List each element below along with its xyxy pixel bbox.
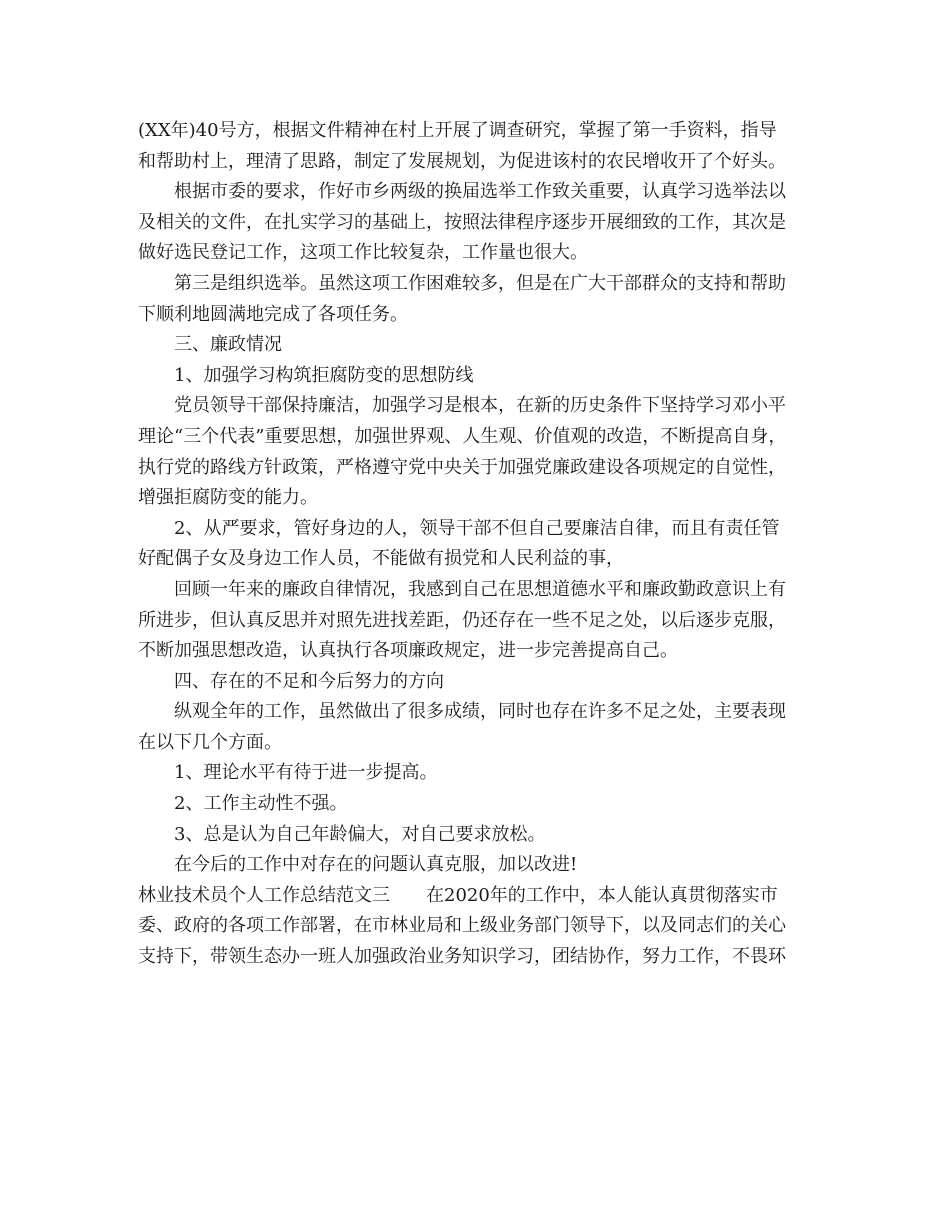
text-line: 不断加强思想改造，认真执行各项廉政规定，进一步完善提高自己。: [138, 640, 678, 662]
text-line: 3、总是认为自己年龄偏大，对自己要求放松。: [174, 823, 546, 845]
text-line: 在今后的工作中对存在的问题认真克服，加以改进!: [174, 854, 578, 876]
document-body: [138, 116, 822, 973]
text-line: 回顾一年来的廉政自律情况，我感到自己在思想道德水平和廉政勤政意识上有: [174, 578, 786, 600]
text-line: 在以下几个方面。: [138, 731, 282, 753]
text-line: 党员领导干部保持廉洁，加强学习是根本，在新的历史条件下坚持学习邓小平: [174, 395, 786, 417]
text-line: 第三是组织选举。虽然这项工作困难较多，但是在广大干部群众的支持和帮助: [174, 272, 786, 294]
text-line: 三、廉政情况: [174, 334, 282, 356]
text-line: 委、政府的各项工作部署，在市林业局和上级业务部门领导下，以及同志们的关心: [138, 915, 786, 937]
text-line: 林业技术员个人工作总结范文三 在2020年的工作中，本人能认真贯彻落实市: [138, 884, 778, 906]
text-line: (XX年)40号方，根据文件精神在村上开展了调查研究，掌握了第一手资料，指导: [138, 120, 777, 141]
text-line: 及相关的文件，在扎实学习的基础上，按照法律程序逐步开展细致的工作，其次是: [138, 211, 786, 233]
text-line: 1、理论水平有待于进一步提高。: [174, 762, 438, 784]
text-line: 和帮助村上，理清了思路，制定了发展规划，为促进该村的农民增收开了个好头。: [138, 150, 786, 172]
text-line: 四、存在的不足和今后努力的方向: [174, 670, 444, 692]
text-line: 2、从严要求，管好身边的人，领导干部不但自己要廉洁自律，而且有责任管: [174, 517, 780, 539]
text-line: 增强拒腐防变的能力。: [138, 487, 318, 509]
text-line: 执行党的路线方针政策，严格遵守党中央关于加强党廉政建设各项规定的自觉性，: [138, 456, 786, 478]
text-line: 纵观全年的工作，虽然做出了很多成绩，同时也存在许多不足之处，主要表现: [174, 701, 786, 723]
text-line: 所进步，但认真反思并对照先进找差距，仍还存在一些不足之处，以后逐步克服，: [138, 609, 786, 631]
text-line: 好配偶子女及身边工作人员，不能做有损党和人民利益的事，: [138, 548, 624, 570]
text-line: 根据市委的要求，作好市乡两级的换届选举工作致关重要，认真学习选举法以: [174, 181, 786, 203]
text-line: 2、工作主动性不强。: [174, 793, 348, 815]
text-line: 1、加强学习构筑拒腐防变的思想防线: [174, 364, 474, 386]
text-line: 下顺利地圆满地完成了各项任务。: [138, 303, 408, 325]
text-line: 理论“三个代表”重要思想，加强世界观、人生观、价值观的改造，不断提高自身，: [138, 425, 787, 447]
text-line: 做好选民登记工作，这项工作比较复杂，工作量也很大。: [138, 242, 588, 264]
text-line: 支持下，带领生态办一班人加强政治业务知识学习，团结协作，努力工作，不畏环: [138, 946, 786, 968]
